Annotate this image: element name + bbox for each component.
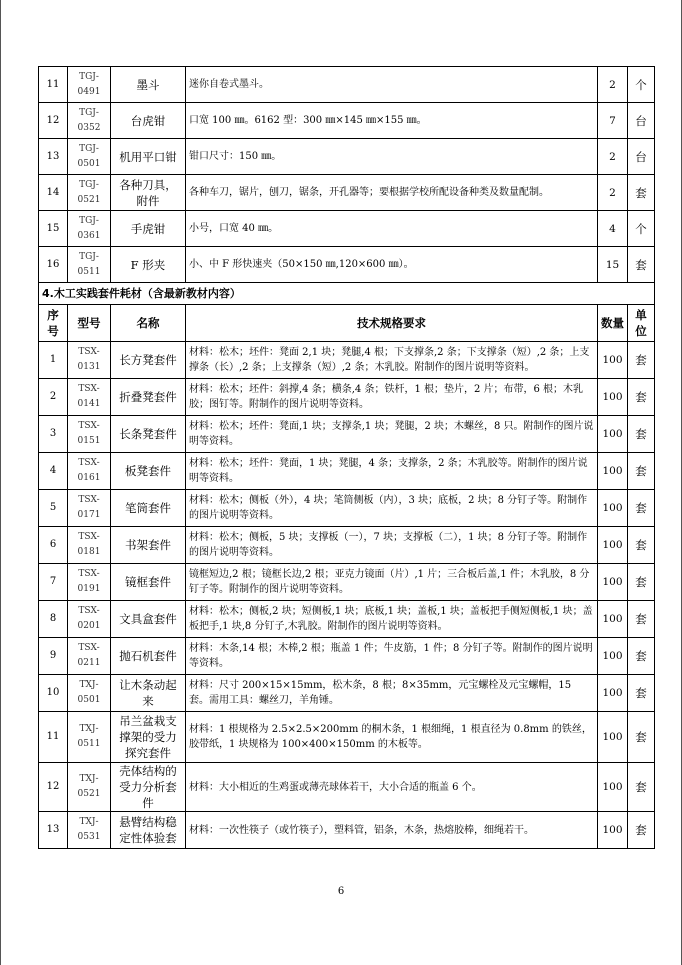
header-row	[39, 305, 655, 342]
item-name: 台虎钳	[111, 103, 186, 139]
quantity: 100	[598, 379, 628, 416]
model-code: TSX-0191	[68, 564, 111, 601]
row-number: 13	[39, 812, 68, 849]
model-code: TSX-0151	[68, 416, 111, 453]
section-title-row	[39, 283, 655, 305]
quantity: 100	[598, 712, 628, 763]
unit: 套	[628, 712, 655, 763]
unit: 套	[628, 601, 655, 638]
table-row	[39, 453, 655, 490]
model-code: TSX-0211	[68, 638, 111, 675]
table-row	[39, 247, 655, 283]
table-row	[39, 564, 655, 601]
header-spec: 技术规格要求	[186, 305, 598, 342]
item-name: 书架套件	[111, 527, 186, 564]
row-number: 3	[39, 416, 68, 453]
item-name: F 形夹	[111, 247, 186, 283]
spec-text: 钳口尺寸：150 ㎜。	[186, 139, 598, 175]
quantity: 100	[598, 601, 628, 638]
row-number: 5	[39, 490, 68, 527]
spec-text: 材料：松木；坯件：凳面，1 块；凳腿，4 条；支撑条，2 条；木乳胶等。附制作的图片说明等资料。	[186, 453, 598, 490]
row-number: 2	[39, 379, 68, 416]
item-name: 各种刀具，附件	[111, 175, 186, 211]
header-name: 名称	[111, 305, 186, 342]
quantity: 100	[598, 638, 628, 675]
table-row	[39, 812, 655, 849]
table-row	[39, 712, 655, 763]
model-code: TSX-0171	[68, 490, 111, 527]
spec-text: 材料：松木；侧板（外），4 块；笔筒侧板（内），3 块；底板，2 块；8 分钉子等。附制作的图片说明等资料。	[186, 490, 598, 527]
unit: 台	[628, 139, 655, 175]
spec-text: 材料：松木；坯件：斜撑,4 条；横条,4 条；铁杆，1 根；垫片，2 片；布带，6 根；木乳胶；图钉等。附制作的图片说明等资料。	[186, 379, 598, 416]
quantity: 100	[598, 527, 628, 564]
item-name: 笔筒套件	[111, 490, 186, 527]
row-number: 8	[39, 601, 68, 638]
equipment-table	[38, 66, 655, 849]
unit: 套	[628, 675, 655, 712]
model-code: TGJ-0361	[68, 211, 111, 247]
row-number: 14	[39, 175, 68, 211]
spec-text: 口宽 100 ㎜。6162 型：300 ㎜×145 ㎜×155 ㎜。	[186, 103, 598, 139]
spec-text: 小、中 F 形快速夹（50×150 ㎜,120×600 ㎜）。	[186, 247, 598, 283]
item-name: 板凳套件	[111, 453, 186, 490]
page-border-left	[0, 0, 1, 965]
quantity: 2	[598, 175, 628, 211]
row-number: 9	[39, 638, 68, 675]
table-row	[39, 416, 655, 453]
unit: 套	[628, 763, 655, 812]
page-number: 6	[337, 886, 345, 897]
table-row	[39, 342, 655, 379]
table-row	[39, 103, 655, 139]
quantity: 100	[598, 342, 628, 379]
model-code: TXJ-0501	[68, 675, 111, 712]
spec-text: 材料：大小相近的生鸡蛋或薄壳球体若干，大小合适的瓶盖 6 个。	[186, 763, 598, 812]
table-row	[39, 638, 655, 675]
unit: 个	[628, 67, 655, 103]
spec-text: 迷你自卷式墨斗。	[186, 67, 598, 103]
table-row	[39, 527, 655, 564]
table-row	[39, 675, 655, 712]
item-name: 折叠凳套件	[111, 379, 186, 416]
table-row	[39, 211, 655, 247]
item-name: 文具盒套件	[111, 601, 186, 638]
header-unit: 单位	[628, 305, 655, 342]
item-name: 长方凳套件	[111, 342, 186, 379]
spec-text: 材料：松木；坯件：凳面 2,1 块；凳腿,4 根；下支撑条,2 条；下支撑条（短）,2 条；上支撑条（长）,2 条；上支撑条（短）,2 条；木乳胶。附制作的图片说明等资料。	[186, 342, 598, 379]
item-name: 镜框套件	[111, 564, 186, 601]
item-name: 手虎钳	[111, 211, 186, 247]
model-code: TSX-0201	[68, 601, 111, 638]
spec-text: 各种车刀，锯片，刨刀，锯条，开孔器等；要根据学校所配设备种类及数量配制。	[186, 175, 598, 211]
unit: 套	[628, 564, 655, 601]
unit: 套	[628, 379, 655, 416]
unit: 台	[628, 103, 655, 139]
spec-text: 材料：松木；坯件：凳面,1 块；支撑条,1 块；凳腿，2 块；木螺丝，8 只。附制作的图片说明等资料。	[186, 416, 598, 453]
quantity: 100	[598, 675, 628, 712]
quantity: 7	[598, 103, 628, 139]
unit: 套	[628, 453, 655, 490]
row-number: 12	[39, 763, 68, 812]
row-number: 7	[39, 564, 68, 601]
row-number: 11	[39, 67, 68, 103]
model-code: TSX-0131	[68, 342, 111, 379]
quantity: 2	[598, 67, 628, 103]
quantity: 100	[598, 763, 628, 812]
section-title: 4.木工实践套件耗材（含最新教材内容）	[39, 283, 655, 305]
unit: 套	[628, 812, 655, 849]
quantity: 100	[598, 490, 628, 527]
unit: 套	[628, 527, 655, 564]
spec-text: 镜框短边,2 根；镜框长边,2 根；亚克力镜面（片）,1 片；三合板后盖,1 件；木乳胶，8 分钉子等。附制作的图片说明等资料。	[186, 564, 598, 601]
table-row	[39, 490, 655, 527]
table-row	[39, 139, 655, 175]
spec-text: 材料：尺寸 200×15×15mm，松木条，8 根；8×35mm，元宝螺栓及元宝螺帽，15 套。需用工具：螺丝刀，羊角锤。	[186, 675, 598, 712]
row-number: 1	[39, 342, 68, 379]
unit: 套	[628, 416, 655, 453]
spec-text: 材料：木条,14 根；木棒,2 根；瓶盖 1 件；牛皮筋，1 件；8 分钉子等。附制作的图片说明等资料。	[186, 638, 598, 675]
model-code: TSX-0181	[68, 527, 111, 564]
spec-text: 材料：1 根规格为 2.5×2.5×200mm 的桐木条，1 根细绳，1 根直径为 0.8mm 的铁丝，胶带纸，1 块规格为 100×400×150mm 的木板等。	[186, 712, 598, 763]
model-code: TSX-0141	[68, 379, 111, 416]
row-number: 13	[39, 139, 68, 175]
quantity: 100	[598, 416, 628, 453]
table-row	[39, 175, 655, 211]
model-code: TXJ-0521	[68, 763, 111, 812]
row-number: 16	[39, 247, 68, 283]
quantity: 15	[598, 247, 628, 283]
model-code: TSX-0161	[68, 453, 111, 490]
model-code: TXJ-0511	[68, 712, 111, 763]
table-row	[39, 601, 655, 638]
item-name: 抛石机套件	[111, 638, 186, 675]
quantity: 100	[598, 453, 628, 490]
table-row	[39, 67, 655, 103]
item-name: 吊兰盆栽支撑架的受力探究套件	[111, 712, 186, 763]
item-name: 悬臂结构稳定性体验套	[111, 812, 186, 849]
row-number: 4	[39, 453, 68, 490]
model-code: TGJ-0491	[68, 67, 111, 103]
row-number: 12	[39, 103, 68, 139]
unit: 套	[628, 247, 655, 283]
item-name: 壳体结构的受力分析套件	[111, 763, 186, 812]
model-code: TGJ-0501	[68, 139, 111, 175]
unit: 个	[628, 211, 655, 247]
unit: 套	[628, 342, 655, 379]
item-name: 墨斗	[111, 67, 186, 103]
spec-text: 小号，口宽 40 ㎜。	[186, 211, 598, 247]
item-name: 让木条动起来	[111, 675, 186, 712]
row-number: 15	[39, 211, 68, 247]
spec-text: 材料：松木；侧板,2 块；短侧板,1 块；底板,1 块；盖板,1 块；盖板把手侧短侧板,1 块；盖板把手,1 块,8 分钉子,木乳胶。附制作的图片说明等资料。	[186, 601, 598, 638]
model-code: TGJ-0511	[68, 247, 111, 283]
kits-table-body	[39, 342, 655, 849]
quantity: 2	[598, 139, 628, 175]
item-name: 长条凳套件	[111, 416, 186, 453]
quantity: 4	[598, 211, 628, 247]
table-row	[39, 763, 655, 812]
quantity: 100	[598, 812, 628, 849]
section-4	[39, 283, 655, 342]
table-row	[39, 379, 655, 416]
row-number: 11	[39, 712, 68, 763]
header-model: 型号	[68, 305, 111, 342]
row-number: 6	[39, 527, 68, 564]
model-code: TGJ-0352	[68, 103, 111, 139]
unit: 套	[628, 638, 655, 675]
model-code: TGJ-0521	[68, 175, 111, 211]
quantity: 100	[598, 564, 628, 601]
header-qty: 数量	[598, 305, 628, 342]
unit: 套	[628, 175, 655, 211]
tools-table-body	[39, 67, 655, 283]
unit: 套	[628, 490, 655, 527]
spec-text: 材料：一次性筷子（或竹筷子），塑料管，铝条，木条，热熔胶棒，细绳若干。	[186, 812, 598, 849]
spec-text: 材料：松木；侧板，5 块；支撑板（一），7 块；支撑板（二），1 块；8 分钉子等。附制作的图片说明等资料。	[186, 527, 598, 564]
model-code: TXJ-0531	[68, 812, 111, 849]
item-name: 机用平口钳	[111, 139, 186, 175]
header-no: 序号	[39, 305, 68, 342]
row-number: 10	[39, 675, 68, 712]
